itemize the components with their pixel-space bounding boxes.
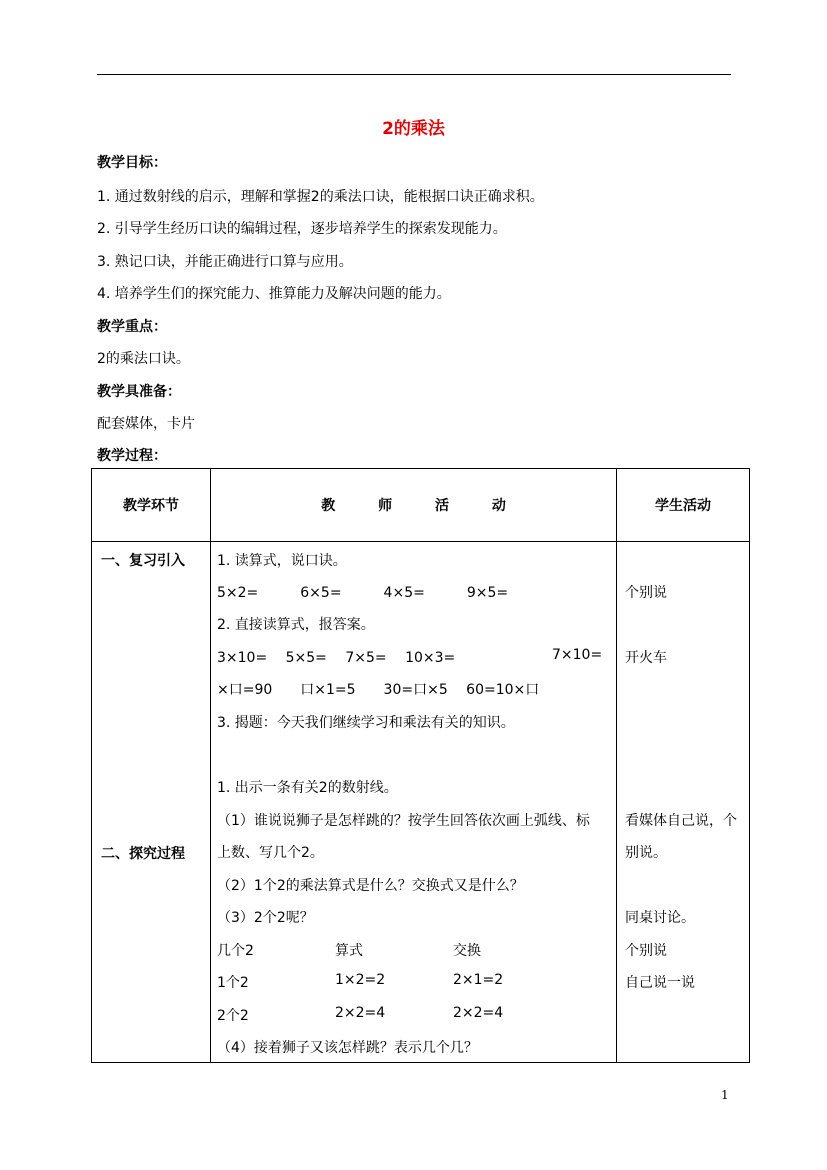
teacher-line: ×口=90 口×1=5 30=口×5 60=10×口 <box>217 682 540 698</box>
objective-item: 3. 熟记口诀，并能正确进行口算与应用。 <box>97 254 353 270</box>
student-line: 开火车 <box>625 650 667 666</box>
process-heading: 教学过程： <box>97 448 167 464</box>
mini-table-cell: 交换 <box>453 943 481 959</box>
objective-item: 2. 引导学生经历口诀的编辑过程，逐步培养学生的探索发现能力。 <box>97 221 507 237</box>
student-line: 个别说 <box>625 585 667 601</box>
mini-table-cell: 1个2 <box>217 975 249 991</box>
teacher-line: 上数、写几个2。 <box>217 845 324 861</box>
stage-cell <box>92 542 211 1063</box>
header-char: 动 <box>491 498 506 514</box>
student-line: 同桌讨论。 <box>625 910 695 926</box>
teacher-line: （4）接着狮子又该怎样跳？表示几个几？ <box>217 1040 478 1056</box>
student-line: 看媒体自己说，个 <box>625 813 737 829</box>
mini-table-cell: 算式 <box>335 943 363 959</box>
lesson-table <box>91 468 750 1063</box>
objectives-heading: 教学目标： <box>97 155 167 171</box>
teacher-line: 7×10= <box>552 647 603 663</box>
teacher-line: 1. 出示一条有关2的数射线。 <box>217 780 398 796</box>
teacher-line: （1）谁说说狮子是怎样跳的？按学生回答依次画上弧线、标 <box>217 813 590 829</box>
mini-table-cell: 1×2=2 <box>335 972 386 988</box>
teacher-line: （3）2个2呢？ <box>217 910 314 926</box>
teacher-line: 3. 揭题：今天我们继续学习和乘法有关的知识。 <box>217 715 515 731</box>
teacher-line: （2）1个2的乘法算式是什么？交换式又是什么？ <box>217 878 524 894</box>
header-teacher-activity <box>211 469 617 542</box>
materials-heading: 教学具准备： <box>97 384 181 400</box>
teacher-line: 1. 读算式，说口诀。 <box>217 553 347 569</box>
key-point-text: 2的乘法口诀。 <box>97 351 190 367</box>
student-line: 自己说一说 <box>625 975 695 991</box>
mini-table-cell: 2×2=4 <box>335 1005 386 1021</box>
header-student-activity: 学生活动 <box>617 469 750 542</box>
table-header-row <box>92 469 750 542</box>
header-rule <box>97 74 731 75</box>
student-line: 别说。 <box>625 845 667 861</box>
header-char: 活 <box>434 498 449 514</box>
stage-explore: 二、探究过程 <box>101 846 185 862</box>
teacher-line: 3×10= 5×5= 7×5= 10×3= <box>217 650 456 666</box>
mini-table-cell: 几个2 <box>217 943 254 959</box>
materials-text: 配套媒体，卡片 <box>97 416 195 432</box>
page-number: 1 <box>721 1088 729 1102</box>
mini-table-cell: 2×2=4 <box>453 1005 504 1021</box>
header-char: 教 <box>321 498 336 514</box>
student-line: 个别说 <box>625 943 667 959</box>
teacher-activity-cell <box>211 542 617 1063</box>
objective-item: 1. 通过数射线的启示，理解和掌握2的乘法口诀，能根据口诀正确求积。 <box>97 189 544 205</box>
header-stage: 教学环节 <box>92 469 211 542</box>
key-point-heading: 教学重点： <box>97 319 167 335</box>
student-activity-cell <box>617 542 750 1063</box>
header-char: 师 <box>378 498 393 514</box>
mini-table-cell: 2个2 <box>217 1008 249 1024</box>
objective-item: 4. 培养学生们的探究能力、推算能力及解决问题的能力。 <box>97 286 451 302</box>
table-body-row <box>92 542 750 1063</box>
document-title: 2的乘法 <box>382 119 445 139</box>
teacher-line: 5×2= 6×5= 4×5= 9×5= <box>217 585 509 601</box>
stage-review: 一、复习引入 <box>101 553 185 569</box>
mini-table-cell: 2×1=2 <box>453 972 504 988</box>
teacher-line: 2. 直接读算式，报答案。 <box>217 617 375 633</box>
